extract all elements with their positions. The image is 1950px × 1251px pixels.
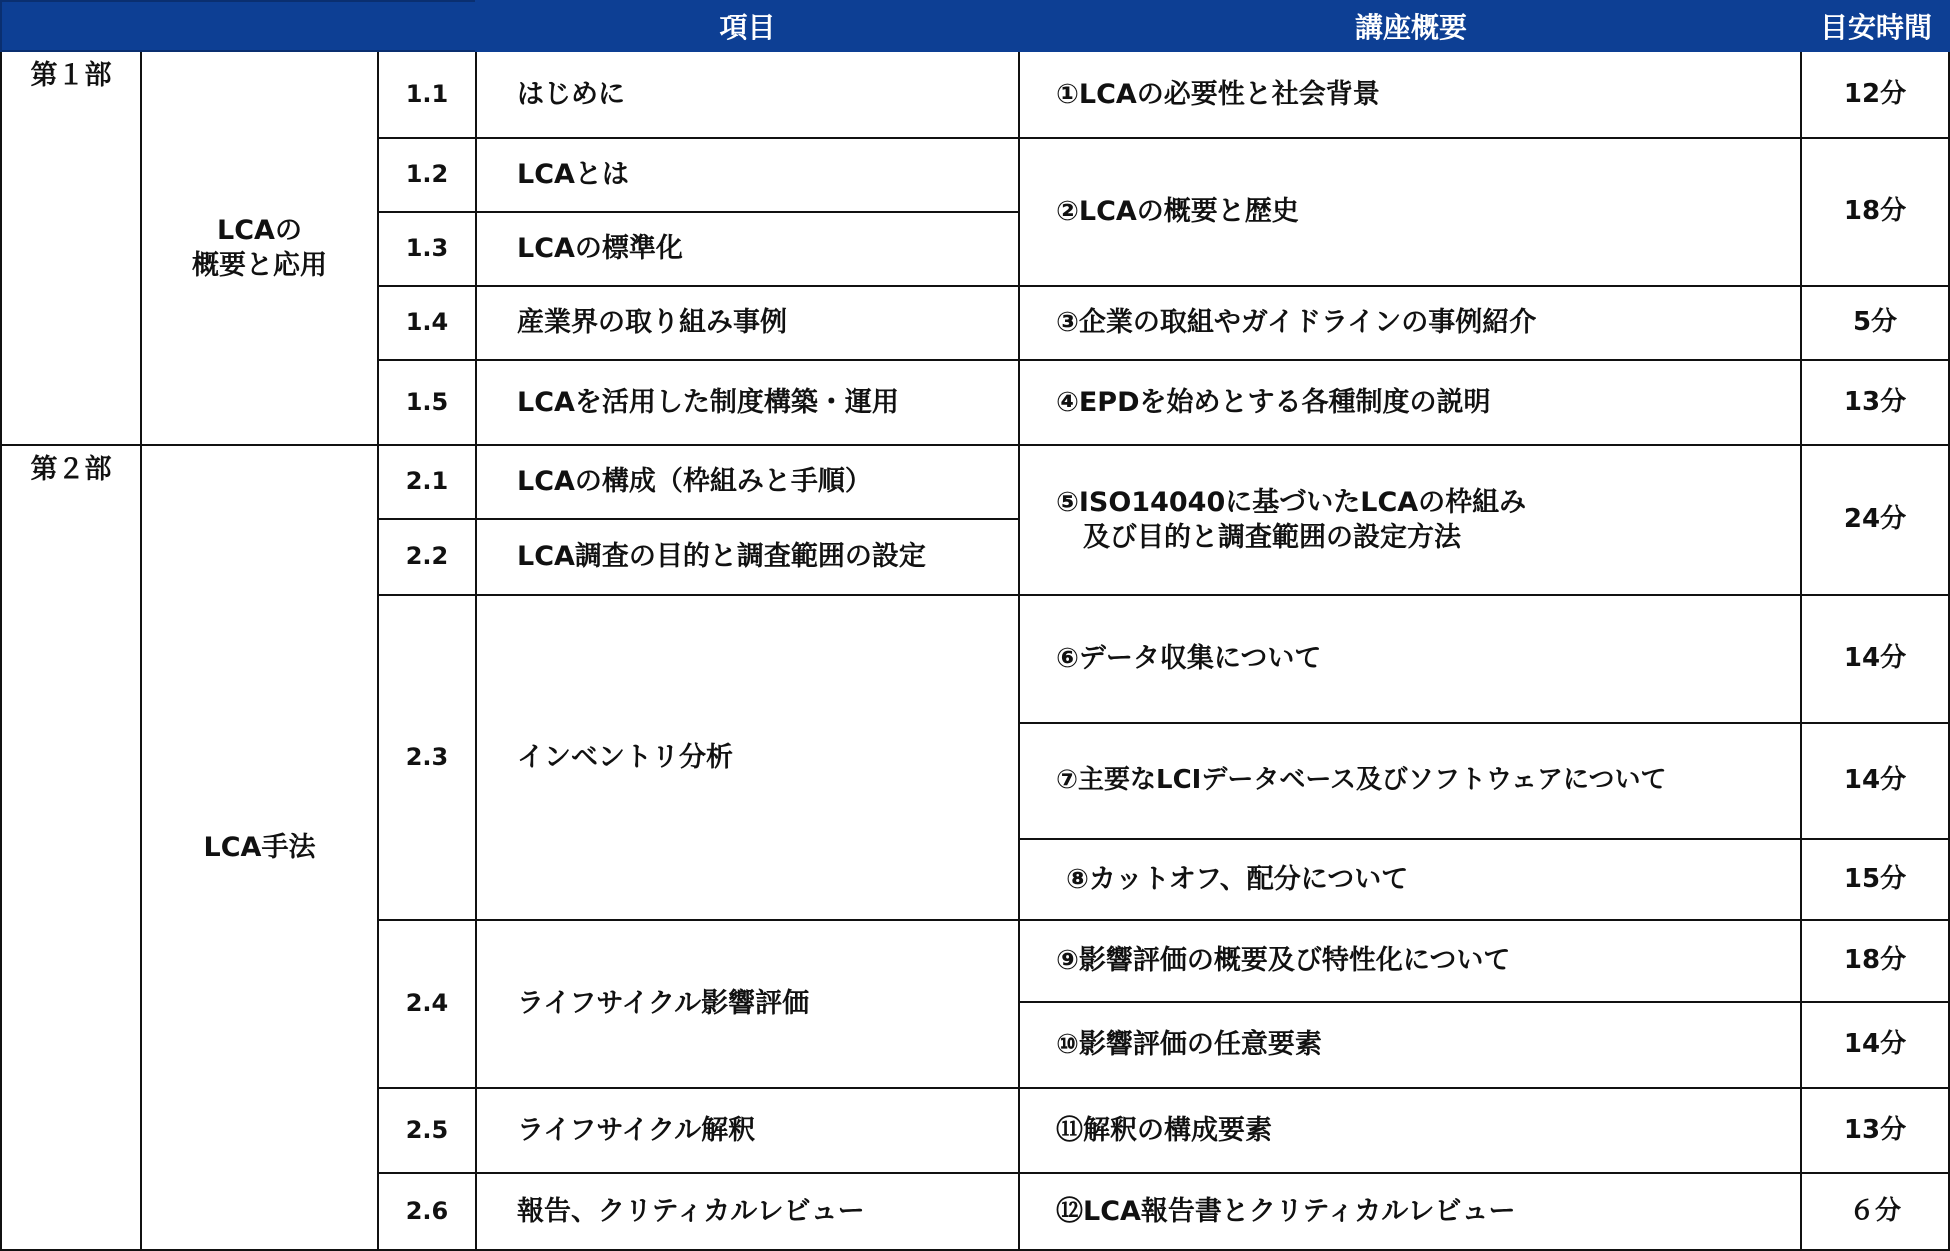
summary-text: ④EPDを始めとする各種制度の説明 bbox=[1020, 361, 1802, 446]
item-number: 1.3 bbox=[379, 213, 477, 287]
summary-text: ③企業の取組やガイドラインの事例紹介 bbox=[1020, 287, 1802, 361]
section-title: LCA手法 bbox=[142, 446, 379, 1251]
time-value: 15分 bbox=[1802, 840, 1950, 921]
summary-text: ⑤ISO14040に基づいたLCAの枠組み 及び目的と調査範囲の設定方法 bbox=[1020, 446, 1802, 596]
item-title: 産業界の取り組み事例 bbox=[477, 287, 1020, 361]
item-title: LCAの構成（枠組みと手順） bbox=[477, 446, 1020, 520]
item-title: LCA調査の目的と調査範囲の設定 bbox=[477, 520, 1020, 596]
time-value: 24分 bbox=[1802, 446, 1950, 596]
time-value: 5分 bbox=[1802, 287, 1950, 361]
header-summary: 講座概要 bbox=[1020, 0, 1802, 52]
item-number: 1.4 bbox=[379, 287, 477, 361]
time-value: 14分 bbox=[1802, 1003, 1950, 1089]
item-number: 2.4 bbox=[379, 921, 477, 1089]
time-value: 14分 bbox=[1802, 724, 1950, 840]
time-value: ６分 bbox=[1802, 1174, 1950, 1251]
item-title: LCAの標準化 bbox=[477, 213, 1020, 287]
time-value: 12分 bbox=[1802, 52, 1950, 139]
item-title: LCAを活用した制度構築・運用 bbox=[477, 361, 1020, 446]
item-title: LCAとは bbox=[477, 139, 1020, 213]
item-title: インベントリ分析 bbox=[477, 596, 1020, 921]
item-number: 1.2 bbox=[379, 139, 477, 213]
item-number: 1.1 bbox=[379, 52, 477, 139]
item-title: ライフサイクル影響評価 bbox=[477, 921, 1020, 1089]
item-number: 1.5 bbox=[379, 361, 477, 446]
item-number: 2.1 bbox=[379, 446, 477, 520]
item-number: 2.6 bbox=[379, 1174, 477, 1251]
summary-text: ⑫LCA報告書とクリティカルレビュー bbox=[1020, 1174, 1802, 1251]
section-title: LCAの 概要と応用 bbox=[142, 52, 379, 446]
item-number: 2.5 bbox=[379, 1089, 477, 1174]
summary-text: ①LCAの必要性と社会背景 bbox=[1020, 52, 1802, 139]
item-title: ライフサイクル解釈 bbox=[477, 1089, 1020, 1174]
item-number: 2.2 bbox=[379, 520, 477, 596]
summary-text: ⑦主要なLCIデータベース及びソフトウェアについて bbox=[1020, 724, 1802, 840]
summary-text: ⑪解釈の構成要素 bbox=[1020, 1089, 1802, 1174]
time-value: 13分 bbox=[1802, 361, 1950, 446]
summary-text: ⑨影響評価の概要及び特性化について bbox=[1020, 921, 1802, 1003]
summary-text: ②LCAの概要と歴史 bbox=[1020, 139, 1802, 287]
summary-text: ⑥データ収集について bbox=[1020, 596, 1802, 724]
header-time: 目安時間 bbox=[1802, 0, 1950, 52]
item-number: 2.3 bbox=[379, 596, 477, 921]
item-title: 報告、クリティカルレビュー bbox=[477, 1174, 1020, 1251]
part-label: 第２部 bbox=[0, 446, 142, 1251]
summary-text: ⑩影響評価の任意要素 bbox=[1020, 1003, 1802, 1089]
item-title: はじめに bbox=[477, 52, 1020, 139]
time-value: 18分 bbox=[1802, 921, 1950, 1003]
header-item: 項目 bbox=[475, 0, 1020, 52]
part-label: 第１部 bbox=[0, 52, 142, 446]
time-value: 18分 bbox=[1802, 139, 1950, 287]
time-value: 13分 bbox=[1802, 1089, 1950, 1174]
time-value: 14分 bbox=[1802, 596, 1950, 724]
summary-text: ⑧カットオフ、配分について bbox=[1020, 840, 1802, 921]
